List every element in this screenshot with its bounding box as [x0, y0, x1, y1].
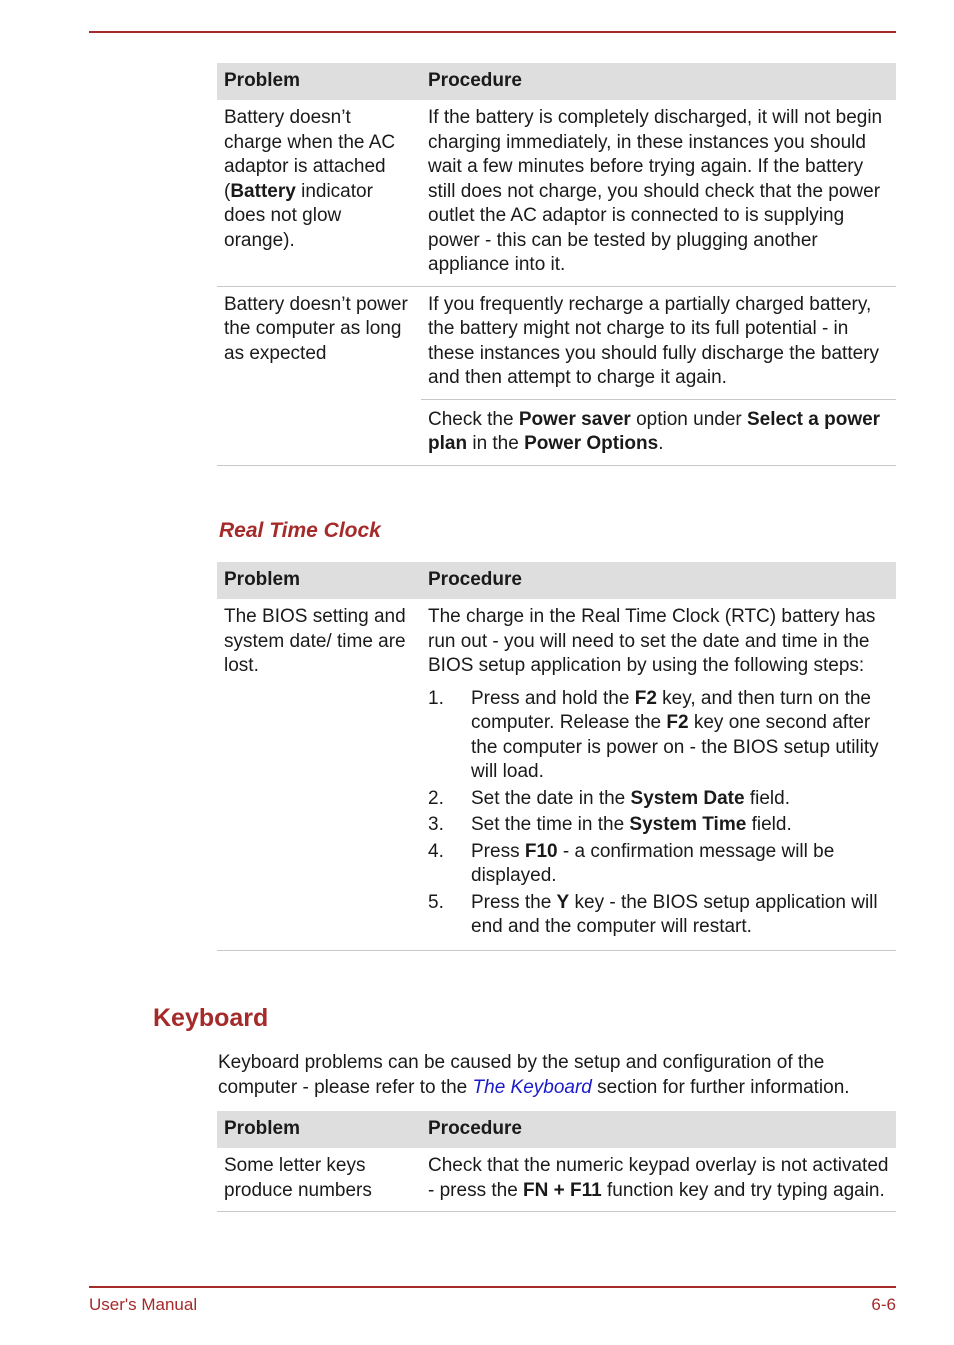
column-header-problem: Problem [217, 562, 421, 599]
footer-page-number: 6-6 [871, 1295, 896, 1314]
list-item: 5. Press the Y key - the BIOS setup application will end and the computer will restart. [428, 891, 878, 937]
procedure-paragraph: Check the Power saver option under Select a power plan in the Power Options. [421, 399, 896, 457]
column-header-problem: Problem [217, 63, 421, 100]
bottom-rule [89, 1286, 896, 1288]
section-title-real-time-clock: Real Time Clock [219, 519, 381, 542]
steps-list [428, 687, 889, 940]
procedure-paragraph: If you frequently recharge a partially charged battery, the battery might not charge to its full potential - in these instances you should fully discharge the battery and then attempt to charge it again. [428, 293, 879, 388]
column-header-procedure: Procedure [421, 562, 896, 599]
column-header-problem: Problem [217, 1111, 421, 1148]
keyboard-intro: Keyboard problems can be caused by the setup and configuration of the computer - please refer to the The Keyboard section for further information. [218, 1052, 850, 1098]
list-item: 4. Press F10 - a confirmation message will be displayed. [428, 840, 835, 886]
table-row [217, 1148, 896, 1212]
problem-cell: Battery doesn’t power the computer as long as expected [217, 286, 421, 465]
list-item: 2. Set the date in the System Date field. [428, 787, 790, 809]
procedure-cell: Check that the numeric keypad overlay is not activated - press the FN + F11 function key and try typing again. [421, 1148, 896, 1212]
table-row [217, 100, 896, 286]
the-keyboard-link[interactable]: The Keyboard [472, 1076, 592, 1098]
procedure-paragraph: The charge in the Real Time Clock (RTC) battery has run out - you will need to set the date and time in the BIOS setup application by using the following steps: [428, 606, 876, 676]
procedure-cell [421, 599, 896, 950]
list-item: 1. Press and hold the F2 key, and then turn on the computer. Release the F2 key one second after the computer is power on - the BIOS setup utility will load. [428, 687, 879, 782]
procedure-cell: If the battery is completely discharged, it will not begin charging immediately, in these instances you should wait a few minutes before trying again. If the battery still does not charge, you should check that the power outlet the AC adaptor is connected to is supplying power - this can be tested by plugging another appliance into it. [421, 100, 896, 286]
column-header-procedure: Procedure [421, 1111, 896, 1148]
problem-cell: The BIOS setting and system date/ time are lost. [217, 599, 421, 950]
list-item: 3. Set the time in the System Time field. [428, 814, 792, 835]
keyboard-problem-table [217, 1111, 896, 1212]
top-rule [89, 31, 896, 33]
procedure-cell [421, 286, 896, 465]
section-heading-keyboard: Keyboard [153, 1004, 269, 1032]
battery-problem-table [217, 63, 896, 466]
table-row [217, 286, 896, 465]
problem-cell: Battery doesn’t charge when the AC adaptor is attached (Battery indicator does not glow orange). [217, 100, 421, 286]
column-header-procedure: Procedure [421, 63, 896, 100]
footer-manual-title: User's Manual [89, 1295, 198, 1314]
rtc-problem-table [217, 562, 896, 951]
table-row [217, 599, 896, 950]
problem-cell: Some letter keys produce numbers [217, 1148, 421, 1212]
